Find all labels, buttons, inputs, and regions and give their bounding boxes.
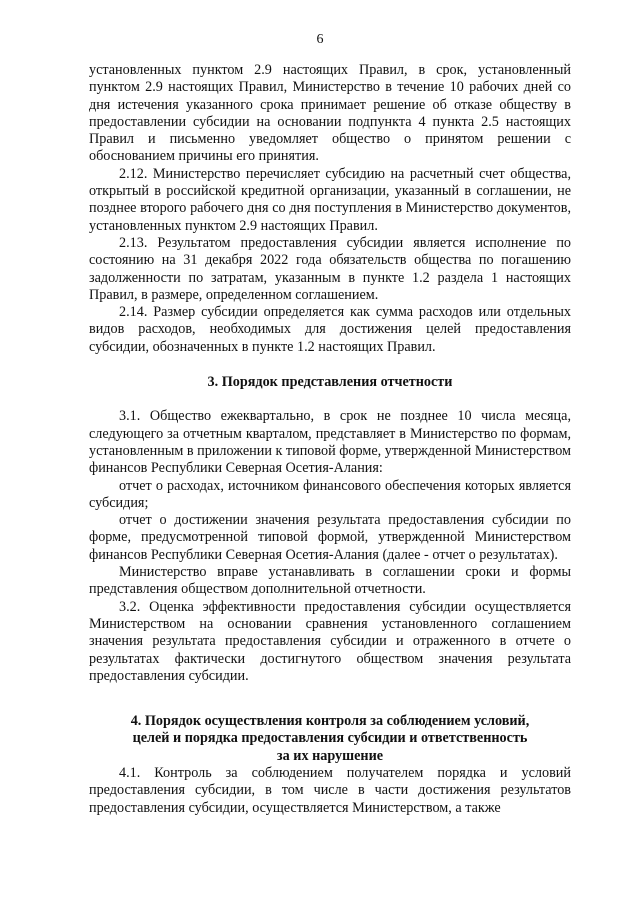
section-4-heading-line-2: целей и порядка предоставления субсидии и ответственность bbox=[132, 730, 528, 747]
paragraph-additional-reporting: Министерство вправе устанавливать в соглашении сроки и формы представления обществом дополнительной отчетности. bbox=[89, 564, 571, 598]
page-number: 6 bbox=[316, 32, 324, 47]
paragraph-3-2: 3.2. Оценка эффективности предоставления субсидии осуществляется Министерством на основании сравнения установленного соглашением значения результата предоставления субсидии и отраженного в отчете о результатах фактически достигнутого обществом значения результата предоставления субсидии. bbox=[89, 598, 571, 684]
paragraph-2-12: 2.12. Министерство перечисляет субсидию на расчетный счет общества, открытый в российской кредитной организации, указанный в соглашении, не позднее второго рабочего дня со дня поступления в Министерство документов, установленных пунктом 2.9 настоящих Правил. bbox=[89, 165, 571, 234]
document-body bbox=[89, 62, 571, 817]
paragraph-2-14: 2.14. Размер субсидии определяется как сумма расходов или отдельных видов расходов, необходимых для достижения целей предоставления субсидии, обозначенных в пункте 1.2 настоящих Правил. bbox=[89, 304, 571, 355]
paragraph-3-1: 3.1. Общество ежеквартально, в срок не позднее 10 числа месяца, следующего за отчетным кварталом, представляет в Министерство по формам, установленным в приложении к типовой форме, утвержденной Министерством финансов Республики Северная Осетия-Алания: bbox=[89, 408, 571, 477]
paragraph-2-13: 2.13. Результатом предоставления субсидии является исполнение по состоянию на 31 декабря 2022 года обязательств общества по погашению задолженности по затратам, указанным в пункте 1.2 раздела 1 настоящих Правил, в размере, определенном соглашением. bbox=[89, 234, 571, 303]
paragraph-continuation: установленных пунктом 2.9 настоящих Правил, в срок, установленный пунктом 2.9 настоящих Правил, Министерство в течение 10 рабочих дней со дня истечения указанного срока принимает решение об отказе обществу в предоставлении субсидии на основании подпункта 4 пункта 2.5 настоящих Правил и письменно уведомляет общество о принятом решении с обоснованием причины его принятия. bbox=[89, 62, 571, 165]
section-4-heading bbox=[89, 713, 571, 765]
section-4-heading-line-1: 4. Порядок осуществления контроля за соблюдением условий, bbox=[130, 713, 530, 730]
paragraph-4-1: 4.1. Контроль за соблюдением получателем порядка и условий предоставления субсидии, в том числе в части достижения результатов предоставления субсидии, осуществляется Министерством, а также bbox=[89, 764, 571, 816]
section-4-heading-line-3: за их нарушение bbox=[276, 747, 384, 764]
paragraph-report-results: отчет о достижении значения результата предоставления субсидии по форме, предусмотренной типовой формой, утвержденной Министерством финансов Республики Северная Осетия-Алания (далее - отчет о результатах). bbox=[89, 512, 571, 563]
paragraph-report-expenses: отчет о расходах, источником финансового обеспечения которых является субсидия; bbox=[89, 477, 571, 511]
section-3-heading: 3. Порядок представления отчетности bbox=[207, 374, 453, 391]
